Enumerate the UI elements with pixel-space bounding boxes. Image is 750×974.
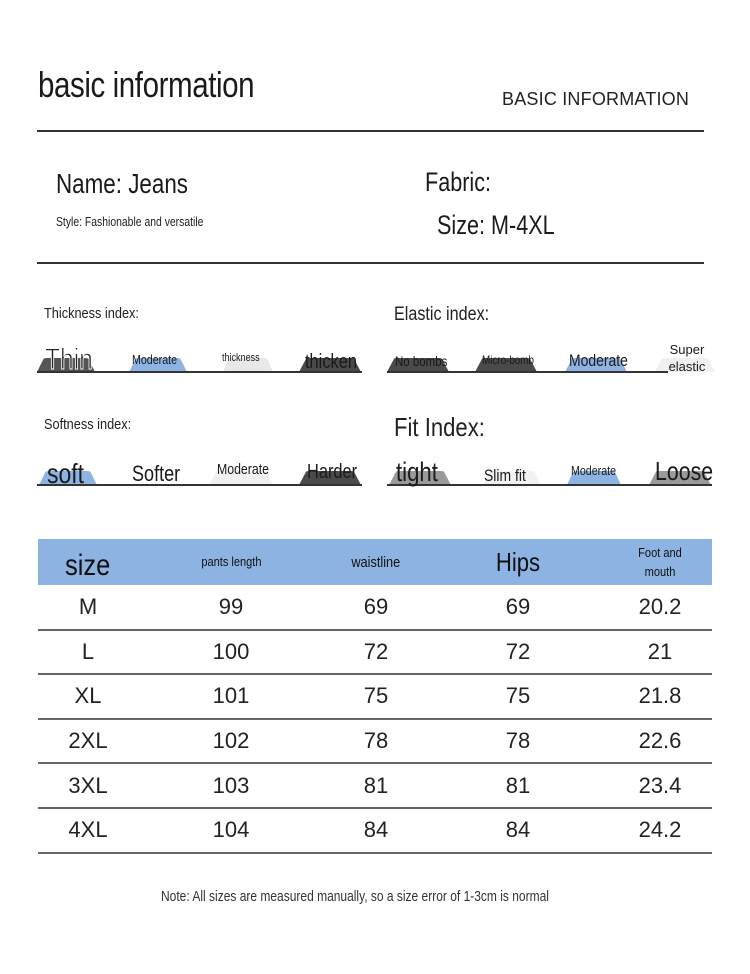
- option-loose: Loose: [655, 456, 714, 486]
- option-moderate: Moderate: [569, 351, 628, 370]
- cell-pants-length: 102: [138, 719, 324, 764]
- cell-size: XL: [38, 674, 138, 719]
- option-super-elastic: Super elastic: [668, 342, 706, 374]
- fit-index-label: Fit Index:: [394, 412, 485, 442]
- elastic-index-label: Elastic index:: [394, 304, 490, 325]
- option-softer: Softer: [132, 461, 181, 486]
- fit-scale: [387, 450, 712, 490]
- cell-pants-length: 103: [138, 763, 324, 808]
- table-row: [38, 763, 712, 808]
- cell-waistline: 72: [324, 630, 428, 675]
- top-divider: [37, 130, 704, 132]
- softness-scale: [37, 450, 362, 490]
- page-title: basic information: [38, 64, 255, 105]
- cell-foot-mouth: 24.2: [608, 808, 712, 853]
- cell-waistline: 69: [324, 585, 428, 630]
- option-thin: Thin: [45, 343, 93, 376]
- cell-waistline: 78: [324, 719, 428, 764]
- option-moderate: Moderate: [571, 463, 617, 478]
- product-style: Style: Fashionable and versatile: [56, 214, 204, 229]
- option-slim-fit: Slim fit: [484, 466, 526, 485]
- option-thicken: thicken: [305, 351, 357, 373]
- option-tight: tight: [396, 457, 438, 487]
- table-row: [38, 630, 712, 675]
- option-moderate: Moderate: [217, 461, 269, 478]
- cell-size: M: [38, 585, 138, 630]
- table-row: [38, 808, 712, 853]
- product-fabric: Fabric:: [425, 167, 492, 197]
- cell-size: 2XL: [38, 719, 138, 764]
- option-moderate: Moderate: [132, 352, 178, 367]
- measurement-note: Note: All sizes are measured manually, so a size error of 1-3cm is normal: [161, 888, 549, 905]
- cell-pants-length: 101: [138, 674, 324, 719]
- cell-pants-length: 99: [138, 585, 324, 630]
- cell-size: L: [38, 630, 138, 675]
- cell-size: 4XL: [38, 808, 138, 853]
- cell-pants-length: 100: [138, 630, 324, 675]
- header-hips: Hips: [428, 539, 608, 585]
- cell-foot-mouth: 20.2: [608, 585, 712, 630]
- table-row: [38, 719, 712, 764]
- option-no-bombs: No bombs: [395, 353, 448, 369]
- page-title-english: BASIC INFORMATION: [502, 89, 690, 109]
- cell-size: 3XL: [38, 763, 138, 808]
- cell-foot-mouth: 22.6: [608, 719, 712, 764]
- option-soft: soft: [47, 458, 85, 489]
- size-table: [38, 539, 712, 854]
- option-thickness: thickness: [222, 352, 260, 364]
- product-size-range: Size: M-4XL: [437, 210, 555, 240]
- option-harder: Harder: [307, 461, 358, 483]
- table-row: [38, 674, 712, 719]
- cell-hips: 75: [428, 674, 608, 719]
- cell-pants-length: 104: [138, 808, 324, 853]
- table-header-row: [38, 539, 712, 585]
- header-waistline: waistline: [324, 539, 428, 585]
- header-foot-and-mouth: Foot and mouth: [608, 539, 712, 585]
- cell-hips: 78: [428, 719, 608, 764]
- cell-hips: 72: [428, 630, 608, 675]
- cell-waistline: 81: [324, 763, 428, 808]
- cell-foot-mouth: 21.8: [608, 674, 712, 719]
- thickness-scale: [37, 337, 362, 377]
- header-size: size: [38, 539, 138, 585]
- header-pants-length: pants length: [138, 539, 324, 585]
- cell-waistline: 84: [324, 808, 428, 853]
- cell-hips: 84: [428, 808, 608, 853]
- cell-waistline: 75: [324, 674, 428, 719]
- cell-hips: 69: [428, 585, 608, 630]
- cell-hips: 81: [428, 763, 608, 808]
- option-micro-bomb: Micro-bomb: [482, 353, 534, 367]
- product-name: Name: Jeans: [56, 168, 188, 199]
- scale-baseline: [387, 371, 668, 373]
- info-divider: [37, 262, 704, 264]
- table-row: [38, 585, 712, 630]
- cell-foot-mouth: 23.4: [608, 763, 712, 808]
- softness-index-label: Softness index:: [44, 416, 132, 433]
- cell-foot-mouth: 21: [608, 630, 712, 675]
- thickness-index-label: Thickness index:: [44, 305, 139, 322]
- elastic-scale: [387, 337, 720, 377]
